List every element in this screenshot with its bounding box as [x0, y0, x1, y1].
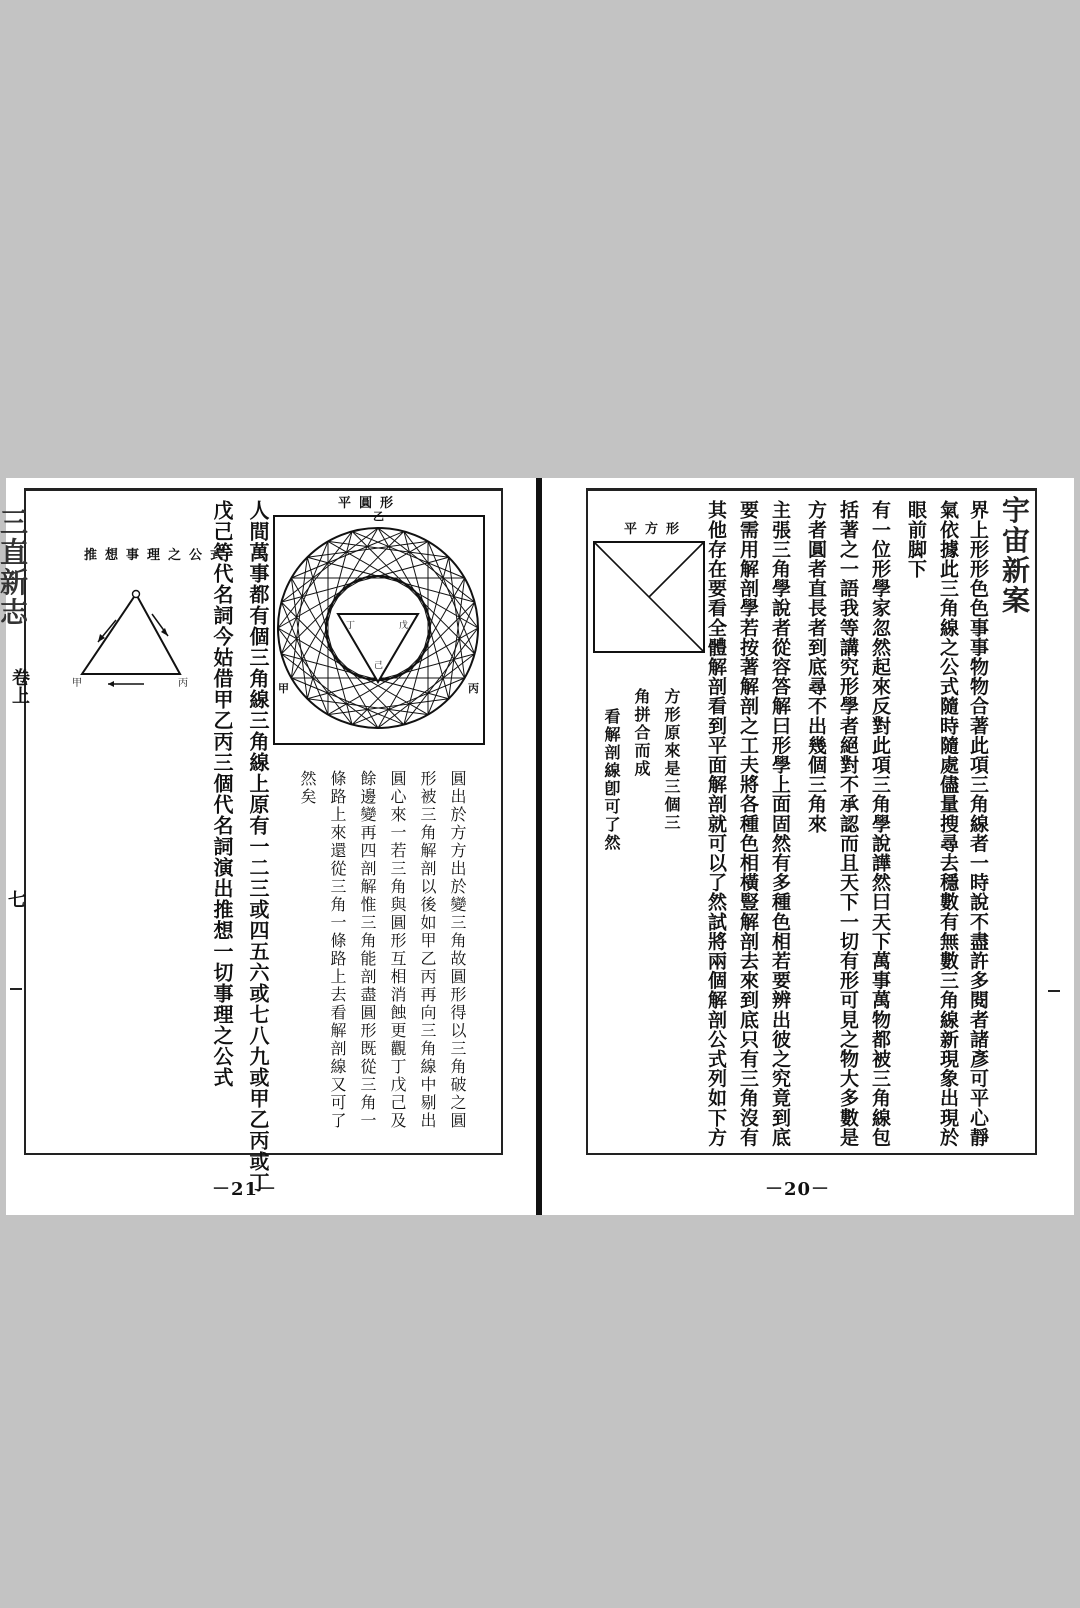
circle-figure — [272, 514, 488, 748]
running-title: 卷上 — [9, 668, 30, 704]
page-number-20: －20－ — [765, 1179, 831, 1200]
triangle-figure-caption: 推想事理之公式 — [84, 548, 232, 563]
circle-figure-caption: 平圓形 — [338, 496, 402, 511]
circle-label-inner-right: 戊 — [399, 621, 409, 631]
right-body-col-6: 方者圓者直長者到底尋不出幾個三角來 — [805, 500, 827, 834]
left-page — [0, 478, 536, 1215]
square-note-col-1: 方形原來是三個三 — [662, 688, 681, 832]
circle-chord-line — [281, 528, 378, 602]
circle-chord-line — [352, 678, 464, 725]
square-note-col-2: 角拼合而成 — [632, 688, 651, 778]
circle-chord-line — [352, 531, 464, 578]
triangle-label-left: 甲 — [72, 678, 82, 689]
book-spread — [0, 478, 1074, 1215]
circle-chord-line — [378, 528, 475, 602]
right-body-col-3: 眼前脚下 — [905, 500, 927, 579]
circle-chord-line — [281, 654, 378, 728]
right-body-col-9: 其他存在要看全體解剖看到平面解剖就可以了然試將兩個解剖公式列如下方 — [705, 500, 727, 1147]
left-small-col-1: 圓出於方方出於變三角故圓形得以三角破之圓 — [448, 770, 467, 1130]
square-figure-caption: 平方形 — [624, 522, 688, 537]
right-body-col-5: 括著之一語我等講究形學者絕對不承認而且天下一切有形可見之物大多數是 — [837, 500, 859, 1147]
circle-chord-line — [428, 602, 475, 714]
circle-chord-line — [428, 541, 475, 653]
circle-chord-line — [404, 628, 478, 725]
circle-chord-line — [278, 628, 352, 725]
circle-label-inner-bottom: 己 — [374, 661, 384, 671]
circle-chord-line — [281, 541, 328, 653]
left-small-col-3: 圓心來一若三角與圓形互相消蝕更觀丁戊己及 — [388, 770, 407, 1130]
circle-label-right: 丙 — [468, 682, 479, 695]
right-body-col-7: 主張三角學說者從容答解曰形學上面固然有多種色相若要辨出彼之究竟到底 — [769, 500, 791, 1147]
page-number-21: －21－ — [212, 1179, 278, 1200]
square-figure — [592, 540, 708, 656]
left-small-col-2: 形被三角解剖以後如甲乙丙再向三角線中剔出 — [418, 770, 437, 1130]
left-body-col-2: 戊己等代名詞今姑借甲乙丙三個代名詞演出推想一切事理之公式 — [210, 500, 234, 1088]
left-small-col-4: 餘邊變再四剖解惟三角能剖盡圓形既從三角一 — [358, 770, 377, 1130]
circle-label-left: 甲 — [278, 682, 289, 695]
circle-chord-line — [378, 654, 475, 728]
right-margin-title: 宇 宙 新 案 — [1002, 494, 1031, 617]
right-body-col-1: 界上形形色色事事物物合著此項三角線者一時說不盡許多閱者諸彥可平心靜 — [967, 500, 989, 1147]
left-margin-title: 三 直 新 志 — [0, 506, 29, 629]
circle-chord-line — [281, 602, 328, 714]
circle-chord-line — [291, 531, 403, 578]
circle-chord-line — [291, 678, 403, 725]
right-body-col-4: 有一位形學家忽然起來反對此項三角學說譁然曰天下萬事萬物都被三角線包 — [869, 500, 891, 1147]
folio-tick — [10, 988, 22, 990]
triangle-figure — [68, 584, 188, 694]
left-body-col-1: 人間萬事都有個三角線三角線上原有一二三或四五六或七八九或甲乙丙或丁 — [246, 500, 270, 1193]
circle-label-top: 乙 — [373, 510, 384, 523]
left-small-col-6: 然矣 — [298, 770, 317, 806]
right-body-col-2: 氣依據此三角線之公式隨時隨處儘量搜尋去穩數有無數三角線新現象出現於 — [937, 500, 959, 1147]
right-margin-tick — [1048, 990, 1060, 992]
square-note-col-3: 看解剖線卽可了然 — [602, 708, 621, 852]
triangle-label-right: 丙 — [178, 678, 188, 689]
folio-numeral: 七 — [8, 890, 26, 911]
left-small-col-5: 條路上來還從三角一條路上去看解剖線又可了 — [328, 770, 347, 1130]
right-body-col-8: 要需用解剖學若按著解剖之工夫將各種色相橫豎解剖去來到底只有三角沒有 — [737, 500, 759, 1147]
right-page — [542, 478, 1074, 1215]
circle-label-inner-left: 丁 — [346, 621, 356, 631]
